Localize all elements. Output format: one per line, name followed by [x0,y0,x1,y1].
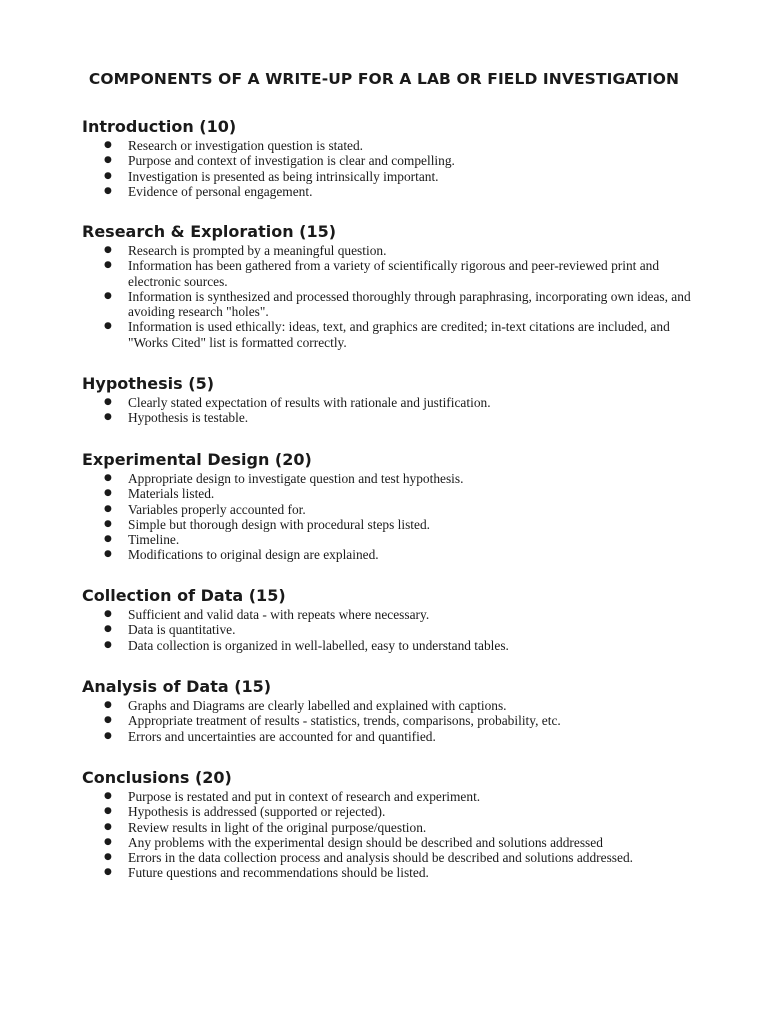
list-item-text: Clearly stated expectation of results with rationale and justification. [128,395,491,410]
list-item-text: Appropriate treatment of results - statistics, trends, comparisons, probability, etc. [128,713,561,729]
list-item [82,486,702,501]
bullet-icon: ● [104,170,112,181]
list-item [82,729,702,744]
bullet-icon: ● [104,821,112,832]
list-item [82,547,702,562]
bullet-icon: ● [104,836,112,847]
list-item-text: Timeline. [128,532,180,548]
bullet-list [82,471,702,563]
list-item-text: Information has been gathered from a variety of scientifically rigorous and peer-reviewed print and electronic sources. [128,258,660,289]
list-item [82,471,702,486]
list-item [82,622,702,637]
section-heading: Introduction (10) [82,117,237,136]
list-item-text: Review results in light of the original purpose/question. [128,819,427,835]
section-heading: Collection of Data (15) [82,586,286,605]
list-item-text: Any problems with the experimental design should be described and solutions addressed [128,834,603,850]
list-item-text: Simple but thorough design with procedural steps listed. [128,516,430,532]
bullet-icon: ● [104,867,112,878]
section-conclusions [82,767,702,881]
list-item-text: Data collection is organized in well-labelled, easy to understand tables. [128,637,509,653]
bullet-icon: ● [104,806,112,817]
list-item-text: Information is synthesized and processed thoroughly through paraphrasing, incorporating own ideas, and avoiding research "holes". [128,288,691,320]
list-item-text: Data is quantitative. [128,622,236,638]
bullet-icon: ● [104,715,112,726]
bullet-icon: ● [104,185,112,196]
bullet-icon: ● [104,473,112,483]
list-item [82,789,702,804]
list-item [82,638,702,653]
section-collection-of-data [82,585,702,653]
bullet-icon: ● [104,321,112,332]
list-item-text: Variables properly accounted for. [128,501,306,517]
list-item [82,502,702,517]
list-item-text: Errors in the data collection process and analysis should be described and solutions addressed. [128,850,633,866]
list-item-text: Hypothesis is addressed (supported or rejected). [128,804,386,820]
section-heading: Analysis of Data (15) [82,677,272,696]
bullet-icon: ● [104,412,112,423]
bullet-list [82,698,702,744]
bullet-icon: ● [104,609,112,619]
section-heading: Research & Exploration (15) [82,222,337,241]
bullet-list [82,607,702,653]
bullet-icon: ● [104,730,112,741]
list-item-text: Sufficient and valid data - with repeats where necessary. [128,607,430,622]
list-item [82,169,702,184]
bullet-icon: ● [104,260,112,271]
section-heading: Experimental Design (20) [82,450,312,469]
bullet-icon: ● [104,639,112,650]
list-item [82,319,702,350]
list-item [82,289,702,320]
bullet-icon: ● [104,852,112,863]
list-item [82,138,702,153]
list-item [82,804,702,819]
list-item-text: Future questions and recommendations should be listed. [128,865,429,881]
list-item-text: Purpose is restated and put in context of research and experiment. [128,789,481,804]
list-item [82,395,702,410]
bullet-icon: ● [104,155,112,166]
bullet-icon: ● [104,488,112,499]
list-item-text: Hypothesis is testable. [128,410,249,426]
list-item [82,607,702,622]
list-item [82,820,702,835]
bullet-list [82,243,702,350]
bullet-list [82,789,702,881]
bullet-icon: ● [104,245,112,255]
bullet-icon: ● [104,503,112,514]
section-experimental-design [82,449,702,563]
section-heading: Hypothesis (5) [82,374,215,393]
list-item [82,532,702,547]
bullet-icon: ● [104,791,112,801]
list-item [82,153,702,168]
bullet-list [82,138,702,199]
list-item-text: Research is prompted by a meaningful question. [128,243,387,258]
bullet-list [82,395,702,426]
bullet-icon: ● [104,290,112,301]
list-item-text: Information is used ethically: ideas, text, and graphics are credited; in-text citations are included, and "Works Cited" list is formatted correctly. [128,319,670,350]
section-hypothesis [82,373,702,426]
list-item-text: Modifications to original design are explained. [128,547,379,563]
document-title: COMPONENTS OF A WRITE-UP FOR A LAB OR FIELD INVESTIGATION [88,70,680,88]
section-analysis-of-data [82,676,702,744]
list-item-text: Errors and uncertainties are accounted for and quantified. [128,728,436,744]
list-item [82,698,702,713]
list-item [82,410,702,425]
list-item-text: Evidence of personal engagement. [128,183,313,199]
list-item [82,713,702,728]
list-item [82,865,702,880]
bullet-icon: ● [104,700,112,710]
section-research-exploration [82,221,702,350]
bullet-icon: ● [104,534,112,545]
list-item [82,850,702,865]
list-item-text: Investigation is presented as being intrinsically important. [128,168,439,184]
bullet-icon: ● [104,624,112,635]
list-item-text: Purpose and context of investigation is clear and compelling. [128,153,455,169]
bullet-icon: ● [104,549,112,560]
section-heading: Conclusions (20) [82,768,232,787]
list-item-text: Appropriate design to investigate question and test hypothesis. [128,471,464,486]
list-item [82,258,702,289]
list-item [82,517,702,532]
list-item-text: Materials listed. [128,486,215,502]
bullet-icon: ● [104,518,112,529]
list-item [82,835,702,850]
list-item [82,184,702,199]
section-introduction [82,116,702,199]
list-item [82,243,702,258]
list-item-text: Research or investigation question is stated. [128,138,364,153]
bullet-icon: ● [104,140,112,150]
list-item-text: Graphs and Diagrams are clearly labelled and explained with captions. [128,698,507,713]
bullet-icon: ● [104,397,112,407]
